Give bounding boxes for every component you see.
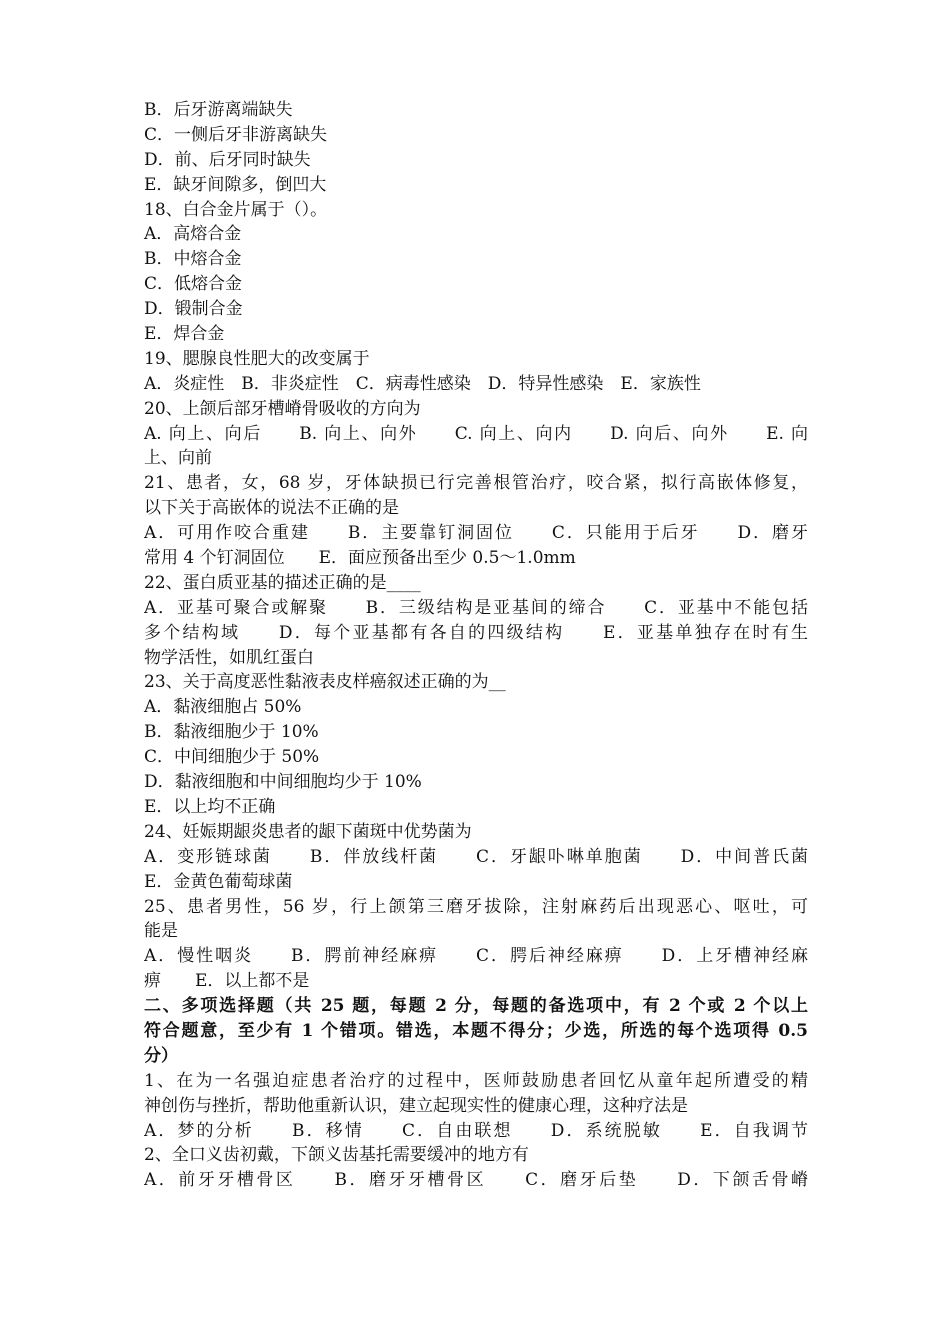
section-heading: 分） [144, 1045, 178, 1066]
question-stem: 19、腮腺良性肥大的改变属于 [144, 348, 370, 369]
text-line: D．黏液细胞和中间细胞均少于 10% [144, 772, 422, 793]
options-line: 物学活性，如肌红蛋白 [144, 647, 314, 668]
question-stem: 22、蛋白质亚基的描述正确的是____ [144, 572, 421, 593]
text-line: D．锻制合金 [144, 299, 243, 320]
question-stem: 以下关于高嵌体的说法不正确的是 [144, 498, 399, 519]
options-line: 痹 E．以上都不是 [144, 971, 310, 992]
text-line: C．低熔合金 [144, 274, 243, 295]
question-stem: 能是 [144, 921, 178, 942]
options-line: E．金黄色葡萄球菌 [144, 871, 293, 892]
question-stem: 18、白合金片属于（）。 [144, 199, 328, 220]
options-line: A．可用作咬合重建 B．主要靠钉洞固位 C．只能用于后牙 D．磨牙 [144, 523, 808, 544]
options-line: A．亚基可聚合或解聚 B．三级结构是亚基间的缔合 C．亚基中不能包括 [144, 597, 808, 618]
options-line: 上、向前 [144, 448, 212, 469]
question-stem: 25、患者男性，56 岁，行上颌第三磨牙拔除，注射麻药后出现恶心、呕吐，可 [144, 896, 808, 917]
text-line: A．高熔合金 [144, 224, 242, 245]
options-line: A．梦的分析 B．移情 C．自由联想 D．系统脱敏 E．自我调节 [144, 1120, 808, 1141]
section-heading: 符合题意，至少有 1 个错项。错选，本题不得分；少选，所选的每个选项得 0.5 [144, 1020, 808, 1041]
question-stem: 23、关于高度恶性黏液表皮样癌叙述正确的为__ [144, 672, 506, 693]
options-line: A．慢性咽炎 B．腭前神经麻痹 C．腭后神经麻痹 D．上牙槽神经麻 [144, 946, 808, 967]
section-heading: 二、多项选择题（共 25 题，每题 2 分，每题的备选项中，有 2 个或 2 个以上 [144, 996, 808, 1017]
text-line: C．一侧后牙非游离缺失 [144, 124, 328, 145]
text-line: B．中熔合金 [144, 249, 242, 270]
text-line: A．黏液细胞占 50% [144, 697, 302, 718]
options-line: A．炎症性 B．非炎症性 C．病毒性感染 D．特异性感染 E．家族性 [144, 373, 701, 394]
options-line: A．前牙牙槽骨区 B．磨牙牙槽骨区 C．磨牙后垫 D．下颌舌骨嵴 [144, 1170, 808, 1191]
question-stem: 神创伤与挫折，帮助他重新认识，建立起现实性的健康心理，这种疗法是 [144, 1095, 688, 1116]
text-line: E．焊合金 [144, 324, 225, 345]
text-line: B．后牙游离端缺失 [144, 100, 293, 120]
options-line: 常用 4 个钉洞固位 E．面应预备出至少 0.5～1.0mm [144, 548, 576, 569]
text-line: B．黏液细胞少于 10% [144, 722, 319, 743]
question-stem: 1、在为一名强迫症患者治疗的过程中，医师鼓励患者回忆从童年起所遭受的精 [144, 1070, 808, 1091]
text-line: E．以上均不正确 [144, 796, 276, 817]
text-line: E．缺牙间隙多，倒凹大 [144, 174, 327, 195]
question-stem: 20、上颌后部牙槽嵴骨吸收的方向为 [144, 398, 421, 419]
question-stem: 24、妊娠期龈炎患者的龈下菌斑中优势菌为 [144, 821, 472, 842]
options-line: A. 向上、向后 B. 向上、向外 C. 向上、向内 D. 向后、向外 E. 向 [144, 423, 808, 444]
text-line: D．前、后牙同时缺失 [144, 149, 311, 170]
exam-text [144, 98, 808, 1193]
options-line: 多个结构域 D．每个亚基都有各自的四级结构 E．亚基单独存在时有生 [144, 622, 808, 643]
options-line: A．变形链球菌 B．伴放线杆菌 C．牙龈卟啉单胞菌 D．中间普氏菌 [144, 846, 808, 867]
question-stem: 2、全口义齿初戴，下颌义齿基托需要缓冲的地方有 [144, 1145, 529, 1166]
question-stem: 21、患者，女，68 岁，牙体缺损已行完善根管治疗，咬合紧，拟行高嵌体修复， [144, 473, 808, 494]
text-line: C．中间细胞少于 50% [144, 747, 320, 768]
